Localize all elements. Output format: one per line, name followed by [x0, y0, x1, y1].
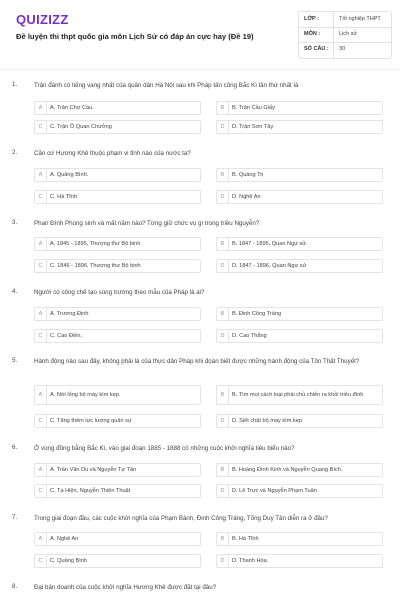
question-text: Căn cứ Hương Khê thuộc phạm vi tỉnh nào của nước ta? [34, 150, 191, 157]
option-letter: B [217, 238, 229, 250]
quizizz-logo: QUIZIZZ [16, 12, 69, 27]
option-letter: D [217, 485, 229, 497]
option-a[interactable] [34, 463, 201, 477]
option-letter: A [35, 533, 47, 545]
option-text: A. Trận Chợ Cầu. [50, 104, 94, 111]
option-text: C. Hà Tĩnh [50, 193, 77, 200]
option-letter: A [35, 169, 47, 181]
option-text: D. Siết chặt bộ máy kìm kẹp [232, 417, 302, 424]
option-b[interactable] [216, 168, 383, 182]
option-text: D. Lê Trực và Nguyễn Phạm Tuân [232, 487, 317, 494]
option-text: A. Nới lỏng bộ máy kìm kẹp. [50, 391, 121, 398]
option-letter: A [35, 464, 47, 476]
option-letter: D [217, 260, 229, 272]
option-c[interactable] [34, 120, 201, 134]
option-b[interactable] [216, 237, 383, 251]
option-c[interactable] [34, 329, 201, 343]
page-title: Đề luyện thi thpt quốc gia môn Lịch Sử có đáp án cực hay (Đề 19) [16, 32, 254, 41]
option-letter: B [217, 102, 229, 114]
meta-value: Tốt nghiệp THPT [339, 16, 381, 22]
option-letter: B [217, 464, 229, 476]
option-text: B. Đinh Công Tráng [232, 310, 282, 317]
option-text: D. Nghệ An [232, 193, 261, 200]
option-b[interactable] [216, 532, 383, 546]
option-text: A. Trần Văn Dụ và Nguyễn Tự Tân [50, 466, 137, 473]
question-text: Ở vùng đồng bằng Bắc Kì, vào giai đoạn 1885 - 1888 có những cuộc khởi nghĩa tiêu biểu nào? [34, 445, 295, 452]
option-text: D. Trận Sơn Tây. [232, 123, 275, 130]
question-text: Trong giai đoạn đầu, các cuộc khởi nghĩa của Phạm Bành, Đinh Công Tráng, Tống Duy Tân diễn ra ở đâu? [34, 515, 328, 522]
question-text: Phan Đình Phùng sinh và mất năm nào? Từng giữ chức vụ gì trong triều Nguyễn? [34, 220, 260, 227]
question-text: Người có công chế tạo súng trường theo mẫu của Pháp là ai? [34, 289, 205, 296]
meta-key: MÔN : [304, 31, 321, 37]
option-text: B. Tìm mọi cách loại phái chủ chiến ra khỏi triều đình [232, 391, 364, 398]
worksheet-header [0, 0, 400, 68]
option-text: B. 1847 - 1895, Quan Ngự sử. [232, 240, 308, 247]
option-text: C. Tăng thêm lực lượng quân sự [50, 417, 132, 424]
question-number: 6. [12, 444, 18, 451]
option-c[interactable] [34, 259, 201, 273]
meta-value: 30 [339, 46, 346, 52]
option-text: A. Trương Định [50, 310, 89, 317]
option-b[interactable] [216, 463, 383, 477]
option-letter: B [217, 169, 229, 181]
question-number: 3. [12, 219, 18, 226]
option-c[interactable] [34, 484, 201, 498]
option-text: A. Nghệ An [50, 535, 79, 542]
option-letter: A [35, 238, 47, 250]
option-letter: C [35, 330, 47, 342]
option-letter: D [217, 330, 229, 342]
option-text: B. Hà Tĩnh [232, 535, 259, 542]
option-c[interactable] [34, 554, 201, 568]
option-letter: C [35, 415, 47, 427]
option-a[interactable] [34, 307, 201, 321]
option-b[interactable] [216, 385, 383, 405]
question-number: 2. [12, 149, 18, 156]
header-divider [0, 69, 400, 70]
option-text: D. Thanh Hóa. [232, 557, 269, 564]
option-letter: D [217, 555, 229, 567]
option-letter: A [35, 386, 47, 404]
option-d[interactable] [216, 554, 383, 568]
meta-key: LỚP : [304, 16, 319, 22]
option-letter: A [35, 102, 47, 114]
option-text: C. Quảng Bình [50, 557, 88, 564]
option-text: C. Trận Ô Quan Chưởng [50, 123, 112, 130]
option-letter: C [35, 191, 47, 203]
question-number: 5. [12, 357, 18, 364]
option-c[interactable] [34, 190, 201, 204]
option-letter: C [35, 485, 47, 497]
meta-value: Lịch sử [339, 31, 358, 37]
option-a[interactable] [34, 532, 201, 546]
option-letter: C [35, 121, 47, 133]
option-text: B. Trận Cầu Giấy [232, 104, 275, 111]
option-d[interactable] [216, 190, 383, 204]
option-a[interactable] [34, 101, 201, 115]
question-text: Hành động nào sau đây, không phải là của thực dân Pháp khi đoán biết được những hành động của Tôn Thất Thuyết? [34, 358, 360, 365]
option-text: C. Cao Điền. [50, 332, 83, 339]
option-d[interactable] [216, 259, 383, 273]
option-letter: D [217, 191, 229, 203]
option-text: A. 1845 - 1895, Thượng thư Bộ binh [50, 240, 141, 247]
option-letter: C [35, 260, 47, 272]
option-letter: D [217, 121, 229, 133]
option-a[interactable] [34, 237, 201, 251]
meta-key: SỐ CÂU : [304, 46, 329, 52]
option-a[interactable] [34, 168, 201, 182]
meta-row-question-count [299, 42, 391, 57]
option-text: B. Quảng Trị [232, 171, 264, 178]
option-letter: B [217, 386, 229, 404]
option-letter: A [35, 308, 47, 320]
option-text: B. Hoàng Đình Kinh và Nguyễn Quang Bích. [232, 466, 343, 473]
option-letter: C [35, 555, 47, 567]
question-number: 7. [12, 514, 18, 521]
option-a[interactable] [34, 385, 201, 405]
option-text: A. Quảng Bình. [50, 171, 89, 178]
option-text: C. 1846 - 1896, Thượng thư Bộ binh [50, 262, 141, 269]
option-letter: B [217, 308, 229, 320]
option-text: D. Cao Thắng [232, 332, 267, 339]
meta-row-subject [299, 27, 391, 43]
option-text: C. Tạ Hiện, Nguyễn Thiện Thuật [50, 487, 131, 494]
meta-row-class [299, 12, 391, 28]
question-text: Đại bản doanh của cuộc khởi nghĩa Hương Khê được đặt tại đâu? [34, 584, 217, 591]
question-number: 4. [12, 288, 18, 295]
option-b[interactable] [216, 307, 383, 321]
option-d[interactable] [216, 120, 383, 134]
option-letter: D [217, 415, 229, 427]
question-number: 8. [12, 583, 18, 590]
option-d[interactable] [216, 484, 383, 498]
meta-info-box [298, 11, 392, 59]
option-c[interactable] [34, 414, 201, 428]
option-letter: B [217, 533, 229, 545]
option-d[interactable] [216, 414, 383, 428]
option-text: D. 1847 - 1896, Quan Ngự sử [232, 262, 307, 269]
question-text: Trận đánh có tiếng vang nhất của quân dân Hà Nội sau khi Pháp tấn công Bắc Kì lần thứ nhất là [34, 82, 299, 89]
option-d[interactable] [216, 329, 383, 343]
option-b[interactable] [216, 101, 383, 115]
question-number: 1. [12, 81, 18, 88]
